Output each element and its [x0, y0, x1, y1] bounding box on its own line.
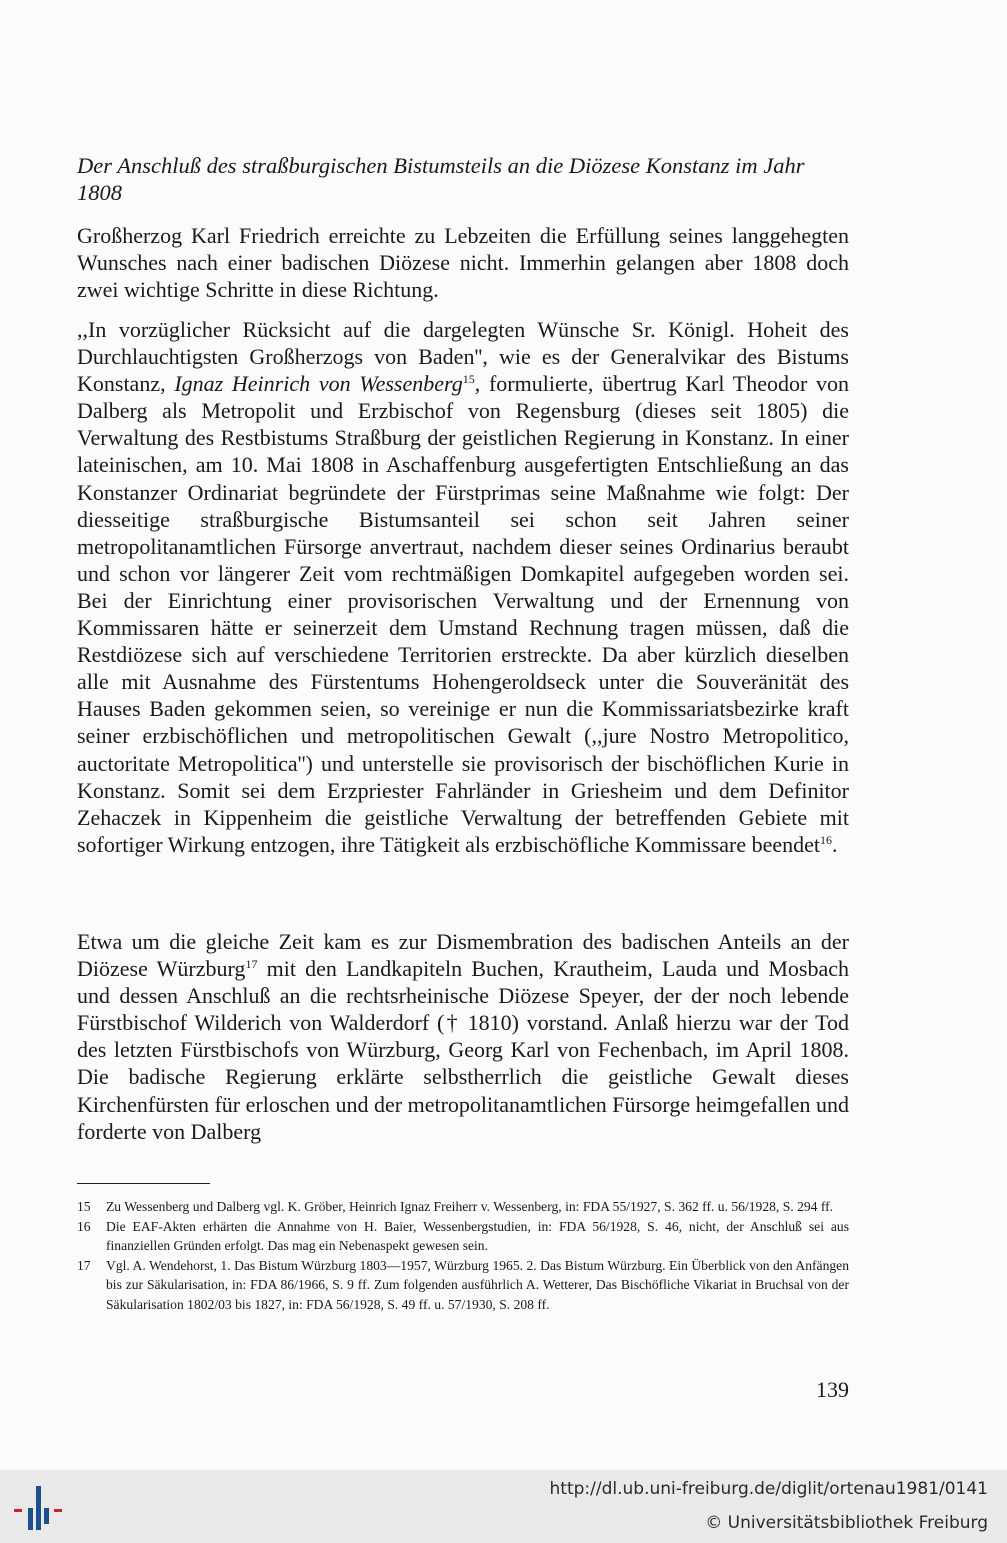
footnotes — [77, 1197, 849, 1314]
paragraph-2-text-a: ,,In vorzüglicher Rücksicht auf die dargelegten Wünsche Sr. Königl. Hoheit des Durchlauchtigsten Großherzogs von Baden'', wie es der Generalvikar des Bistums Konstanz, — [77, 317, 849, 397]
page-number: 139 — [816, 1377, 849, 1402]
section-heading: Der Anschluß des straßburgischen Bistumsteils an die Diözese Konstanz im Jahr 1808 — [77, 153, 805, 205]
permalink-url[interactable]: http://dl.ub.uni-freiburg.de/diglit/ortenau1981/0141 — [549, 1479, 988, 1499]
paragraph-3-text-b: mit den Landkapiteln Buchen, Krautheim, Lauda und Mosbach und dessen Anschluß an die rechtsrheinische Diözese Speyer, der der noch lebende Fürstbischof Wilderich von Walderdorf († 1810) vorstand. Anlaß hierzu war der Tod des letzten Fürstbischofs von Würzburg, Georg Karl von Fechenbach, im April 1808. Die badische Regierung erklärte selbstherrlich die geistliche Gewalt dieses Kirchenfürsten für erloschen und der metropolitanamtlichen Fürsorge heimgefallen und forderte von Dalberg — [77, 956, 849, 1144]
library-footer-bar — [0, 1470, 1007, 1543]
footnote-ref-16[interactable]: 16 — [820, 832, 833, 847]
footnote-ref-17[interactable]: 17 — [245, 957, 258, 972]
footnote-text: Die EAF-Akten erhärten die Annahme von H. Baier, Wessenbergstudien, in: FDA 56/1928, S. 46, nicht, der Anschluß sei aus finanziellen Gründen erfolgt. Das mag ein Nebenaspekt gewesen sein. — [106, 1218, 849, 1253]
paragraph-2-text-c: . — [832, 831, 838, 857]
footnote-16 — [77, 1217, 849, 1256]
paragraph-2-text-b: , formulierte, übertrug Karl Theodor von Dalberg als Metropolit und Erzbischof von Regensburg (dieses seit 1805) die Verwaltung des Restbistums Straßburg der geistlichen Regierung in Konstanz. In einer lateinischen, am 10. Mai 1808 in Aschaffenburg ausgefertigten Entschließung an das Konstanzer Ordinariat begründete der Fürstprimas seine Maßnahme wie folgt: Der diesseitige straßburgische Bistumsanteil sei schon seit Jahren seiner metropolitanamtlichen Fürsorge anvertraut, nachdem dieser seines Ordinarius beraubt und schon vor längerer Zeit vom rechtmäßigen Domkapitel aufgegeben worden sei. Bei der Einrichtung einer provisorischen Verwaltung und der Ernennung von Kommissaren hätte er seinerzeit dem Umstand Rechnung tragen müssen, daß die Restdiözese sich auf verschiedene Territorien erstreckte. Da aber kürzlich dieselben alle mit Ausnahme des Fürstentums Hohengeroldseck unter die Souveränität des Hauses Baden gekommen seien, so vereinige er nun die Kommissariatsbezirke kraft seiner erzbischöflichen und metropolitischen Gewalt (,,jure Nostro Metropolitico, auctoritate Metropolitica'') und unterstelle sie provisorisch der bischöflichen Kurie in Konstanz. Somit sei dem Erzpriester Fahrländer in Griesheim und dem Definitor Zehaczek in Kippenheim die geistliche Verwaltung der betreffenden Gebiete mit sofortiger Wirkung entzogen, ihre Tätigkeit als erzbischöfliche Kommissare beendet — [77, 371, 850, 857]
footnote-number: 17 — [77, 1257, 91, 1273]
footnote-ref-15[interactable]: 15 — [462, 372, 475, 387]
footnote-text: Vgl. A. Wendehorst, 1. Das Bistum Würzburg 1803—1957, Würzburg 1965. 2. Das Bistum Würzburg. Ein Überblick von den Anfängen bis zur Säkularisation, in: FDA 86/1966, S. 9 ff. Zum folgenden ausführlich A. Wetterer, Das Bischöfliche Vikariat in Bruchsal von der Säkularisation 1802/03 bis 1827, in: FDA 56/1928, S. 49 ff. u. 57/1930, S. 208 ff. — [106, 1257, 849, 1312]
footnote-text: Zu Wessenberg und Dalberg vgl. K. Gröber, Heinrich Ignaz Freiherr v. Wessenberg, in: FDA 55/1927, S. 362 ff. u. 56/1928, S. 294 ff. — [106, 1199, 834, 1214]
footnote-17 — [77, 1256, 849, 1315]
paragraph-2 — [77, 316, 849, 858]
footnote-divider — [77, 1183, 210, 1184]
paragraph-3 — [77, 928, 849, 1145]
ub-freiburg-logo-icon[interactable] — [12, 1484, 64, 1534]
footnote-15 — [77, 1197, 849, 1217]
footnote-number: 15 — [77, 1199, 91, 1214]
copyright-notice: © Universitätsbibliothek Freiburg — [705, 1513, 988, 1533]
paragraph-3-text-a: Etwa um die gleiche Zeit kam es zur Dismembration des badischen Anteils an der Diözese Würzburg — [77, 929, 849, 982]
paragraph-2-person-name: Ignaz Heinrich von Wessenberg — [174, 371, 463, 397]
footnote-number: 16 — [77, 1218, 91, 1234]
paragraph-1: Großherzog Karl Friedrich erreichte zu Lebzeiten die Erfüllung seines langgehegten Wunsches nach einer badischen Diözese nicht. Immerhin gelangen aber 1808 doch zwei wichtige Schritte in diese Richtung. — [77, 223, 849, 303]
